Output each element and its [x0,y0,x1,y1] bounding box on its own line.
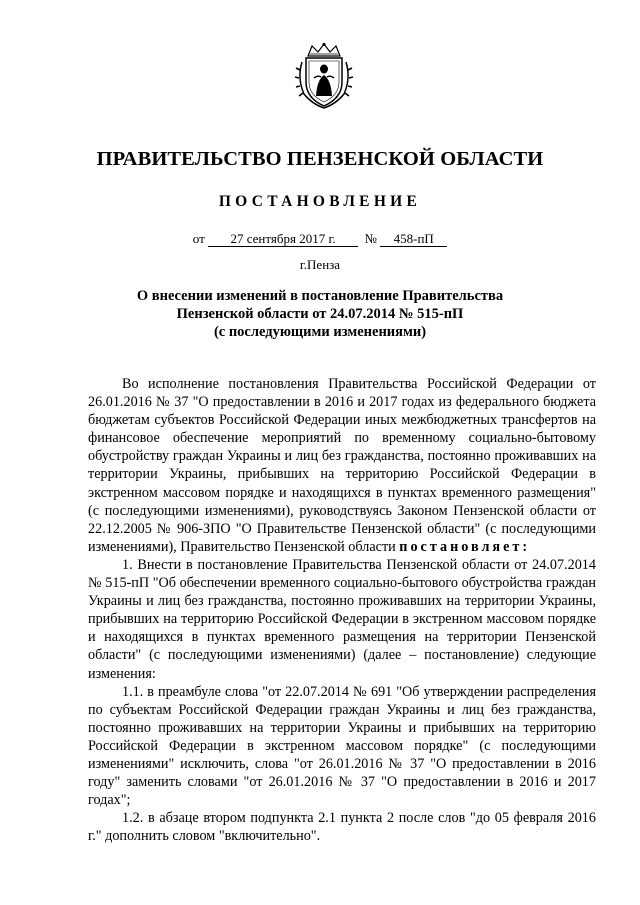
penza-coat-of-arms-icon [294,42,354,110]
government-title: ПРАВИТЕЛЬСТВО ПЕНЗЕНСКОЙ ОБЛАСТИ [96,148,544,170]
paragraph-item-1-1: 1.1. в преамбуле слова "от 22.07.2014 № 691 "Об утверждении распределения по субъектам Российской Федерации граждан Украины и лиц без гражданства, постоянно проживавших на территории Украины и прибывших на территорию Российской Федерации в экстренном массовом порядке" (с последующими изменениями" исключить, слова "от 26.01.2016 № 37 "О предоставлении в 2016 году" заменить словами "от 26.01.2016 № 37 "О предоставлении в 2016 и 2017 годах"; [88,683,596,809]
city: г.Пенза [299,257,341,272]
paragraph-item-1-2: 1.2. в абзаце втором подпункта 2.1 пункта 2 после слов "до 05 февраля 2016 г." дополнить словом "включительно". [88,810,596,845]
paragraph-item-1: 1. Внести в постановление Правительства Пензенской области от 24.07.2014 № 515-пП "Об обеспечении временного социально-бытового обустройства граждан Украины и лиц без гражданства, постоянно проживавших на территории Украины, прибывших на территорию Российской Федерации в экстренном массовом порядке и находящихся в пунктах временного размещения на территории Пензенской области" (с последующими изменениями) (далее – постановление) следующие изменения: [88,556,596,682]
date-prefix: от [192,231,205,246]
document-type: ПОСТАНОВЛЕНИЕ [218,193,422,210]
date-number-line [0,231,640,247]
document-number: 458-пП [380,232,447,247]
heading-line-1: О внесении изменений в постановление Правительства [136,288,504,304]
resolves-word: постановляет: [399,538,531,555]
heading-line-3: (с последующими изменениями) [213,324,427,340]
preamble-text: Во исполнение постановления Правительства Российской Федерации от 26.01.2016 № 37 "О предоставлении в 2016 и 2017 годах из федерального бюджета бюджетам субъектов Российской Федерации иных межбюджетных трансфертов на финансовое обеспечение мероприятий по временному социально-бытовому обустройству граждан Украины и лиц без гражданства, постоянно проживавших на территории Украины, прибывших на территорию Российской Федерации в экстренном массовом порядке и находящихся в пунктах временного размещения" (с последующими изменениями), руководствуясь Законом Пензенской области от 22.12.2005 № 906-ЗПО "О Правительстве Пензенской области" (с последующими изменениями), Правительство Пензенской области [88,376,596,555]
paragraph-preamble [88,375,596,556]
document-heading [100,287,540,341]
document-date: 27 сентября 2017 г. [208,232,358,247]
heading-line-2: Пензенской области от 24.07.2014 № 515-пП [176,306,464,322]
document-body [88,375,596,845]
number-sign: № [364,231,377,246]
